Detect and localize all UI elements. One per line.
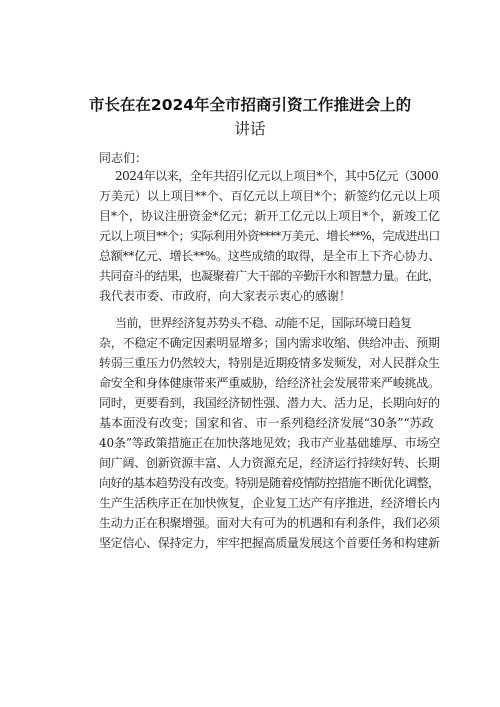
paragraph-2-line: 命安全和身体健康带来严重威胁，给经济社会发展带来严峻挑战。 [99,376,440,390]
paragraph-2-line: 40条”等政策措施正在加快落地见效；我市产业基础雄厚、市场空 [99,436,441,450]
paragraph-2-line: 生动力正在积聚增强。面对大有可为的机遇和有利条件，我们必须 [99,516,440,530]
document-title-continued: 讲话 [234,120,266,138]
salutation: 同志们： [99,151,148,165]
paragraph-1-line: 目*个，协议注册资金*亿元；新开工亿元以上项目*个，新竣工亿 [99,209,440,223]
paragraph-2-line: 向好的基本趋势没有改变。特别是随着疫情防控措施不断优化调整， [99,476,440,490]
document-title: 市长在在2024年全市招商引资工作推进会上的 [88,96,412,114]
paragraph-2-line: 坚定信心、保持定力，牢牢把握高质量发展这个首要任务和构建新 [99,536,440,550]
paragraph-2-line: 生产生活秩序正在加快恢复，企业复工达产有序推进，经济增长内 [99,496,440,510]
paragraph-2-line: 同时，更要看到，我国经济韧性强、潜力大、活力足，长期向好的 [99,396,440,410]
paragraph-1-line: 总额**亿元、增长**%。这些成绩的取得，是全市上下齐心协力、 [99,249,441,263]
paragraph-1-line: 元以上项目**个；实际利用外资****万美元、增长**%，完成进出口 [99,229,440,243]
paragraph-2-line: 间广阔、创新资源丰富、人力资源充足，经济运行持续好转、长期 [99,456,440,470]
paragraph-1-line: 我代表市委、市政府，向大家表示衷心的感谢！ [99,289,352,303]
paragraph-2-line: 基本面没有改变；国家和省、市一系列稳经济发展“30条”“苏政 [99,416,434,430]
paragraph-2-line: 当前，世界经济复苏势头不稳、动能不足，国际环境日趋复 [115,316,412,330]
paragraph-2-line: 杂，不稳定不确定因素明显增多；国内需求收缩、供给冲击、预期 [99,336,440,350]
paragraph-2-line: 转弱三重压力仍然较大，特别是近期疫情多发频发，对人民群众生 [99,356,440,370]
paragraph-1-line: 2024年以来，全年共招引亿元以上项目*个，其中5亿元（3000 [115,169,439,183]
paragraph-1-line: 共同奋斗的结果，也凝聚着广大干部的辛勤汗水和智慧力量。在此， [99,269,440,283]
paragraph-1-line: 万美元）以上项目**个、百亿元以上项目*个；新签约亿元以上项 [99,189,440,203]
